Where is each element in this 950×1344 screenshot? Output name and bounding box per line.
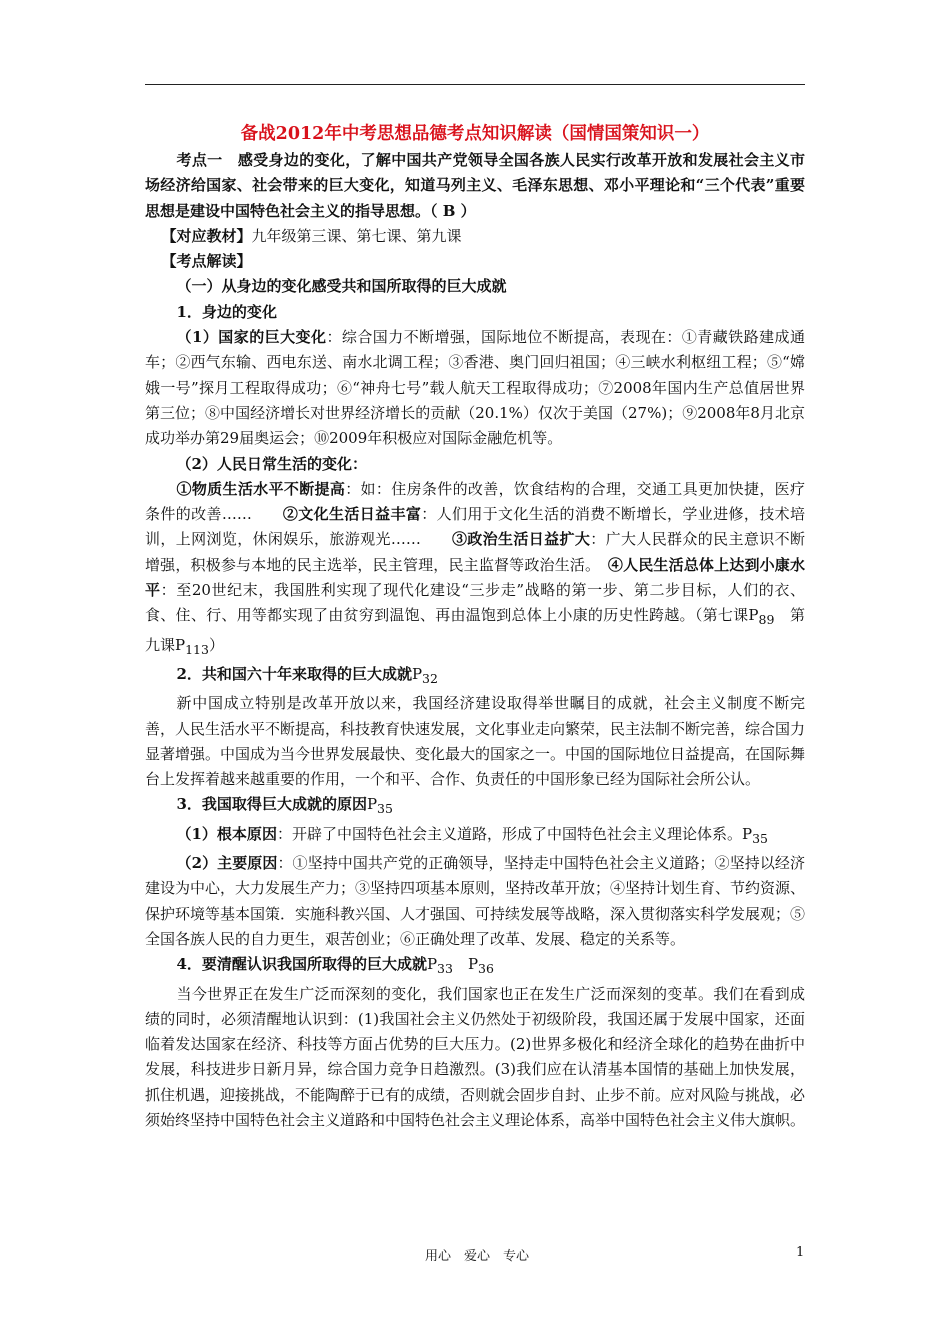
sober-view-ref2-page: 36 (478, 961, 494, 977)
paragraph-sixty-years: 新中国成立特别是改革开放以来，我国经济建设取得举世瞩目的成就，社会主义制度不断完善，人民生活水平不断提高，科技教育快速发展，文化事业走向繁荣，民主法制不断完善，综合国力显著增强。中国成为当今世界发展最快、变化最大的国家之一。中国的国际地位日益提高，在国际舞台上发挥着越来越重要的作用，一个和平、合作、负责任的中国形象已经为国际社会所公认。 (145, 694, 806, 789)
sober-view-title: 4．要清醒认识我国所取得的巨大成就 (176, 955, 427, 974)
political-life-text: ：广大人民群众的民主意识不断增强，积极参与本地的民主选举，民主管理，民主监督等政治生活。 (145, 530, 805, 574)
political-life-lead: ③政治生活日益扩大 (451, 530, 591, 549)
country-changes-text: ：综合国力不断增强，国际地位不断提高，表现在：①青藏铁路建成通车；②西气东输、西电东送、南水北调工程；③香港、奥门回归祖国；④三峡水利枢纽工程；⑤“嫦娥一号”探月工程取得成功；⑥“神舟七号”载人航天工程取得成功；⑦2008年国内生产总值居世界第三位；⑧中国经济增长对世界经济增长的贡献（20.1%）仅次于美国（27%)；⑨2008年8月北京成功举办第29届奥运会；⑩2009年积极应对国际金融危机等。 (145, 328, 805, 448)
xiaokang-text: ：至20世纪末，我国胜利实现了现代化建设“三步走”战略的第一步、第二步目标，人们的衣、食、住、行、用等都实现了由贫穷到温饱、再由温饱到总体上小康的历史性跨越。（第七课P (145, 581, 805, 625)
sixty-years-ref-page: 32 (422, 670, 438, 686)
country-changes-lead: （1）国家的巨大变化 (176, 328, 327, 347)
paragraph-daily-life (145, 477, 805, 662)
heading-reasons (145, 792, 805, 821)
main-causes-text: ：①坚持中国共产党的正确领导，坚持走中国特色社会主义道路；②坚持以经济建设为中心，大力发展生产力；③坚持四项基本原则，坚持改革开放；④坚持计划生育、节约资源、保护环境等基本国策．实施科教兴国、人才强国、可持续发展等战略，深入贯彻落实科学发展观；⑤全国各族人民的自力更生，艰苦创业；⑥正确处理了改革、发展、稳定的关系等。 (145, 854, 806, 948)
xiaokang-lead: ④人民生活总体上达到小康水平 (145, 555, 805, 600)
sixty-years-ref: P (411, 664, 423, 683)
material-life-lead: ①物质生活水平不断提高 (176, 479, 346, 498)
cultural-life-text: ：人们用于文化生活的消费不断增长，学业进修，技术培训，上网浏览，休闲娱乐，旅游观光…… (145, 505, 805, 549)
root-cause-lead: （1）根本原因 (176, 824, 277, 843)
kaodian-text: 考点一 感受身边的变化，了解中国共产党领导全国各族人民实行改革开放和发展社会主义市场经济给国家、社会带来的巨大变化，知道马列主义、毛泽东思想、邓小平理论和“三个代表”重要思想是建设中国特色社会主义的指导思想。（ B ） (145, 151, 805, 220)
paragraph-country-changes (145, 325, 805, 451)
header-rule (145, 84, 805, 85)
reasons-ref-page: 35 (377, 801, 393, 817)
heading-changes: 1．身边的变化 (176, 302, 277, 321)
root-cause-ref-page: 35 (752, 830, 768, 846)
footer-motto: 用心 爱心 专心 (425, 1249, 530, 1264)
reasons-ref: P (366, 795, 378, 814)
kaodian-paragraph (145, 148, 805, 224)
page-ref-113: 113 (185, 641, 209, 657)
sober-view-ref2: P (452, 955, 479, 974)
xiaokang-ref-mid: 第九课P (145, 606, 805, 654)
document-title: 备战2012年中考思想品德考点知识解读（国情国策知识一） (240, 124, 710, 144)
textbook-label: 【对应教材】 (161, 226, 252, 245)
reasons-title: 3．我国取得巨大成就的原因 (176, 795, 367, 814)
heading-daily-life: （2）人民日常生活的变化： (176, 454, 367, 473)
sixty-years-title: 2．共和国六十年来取得的巨大成就 (176, 664, 412, 683)
sober-view-ref1: P (426, 955, 438, 974)
xiaokang-ref-end: ） (208, 635, 224, 654)
root-cause-text: ：开辟了中国特色社会主义道路，形成了中国特色社会主义理论体系。P (276, 824, 753, 843)
paragraph-main-causes (145, 851, 805, 952)
textbook-value: 九年级第三课、第七课、第九课 (251, 226, 462, 245)
page-ref-89: 89 (758, 612, 775, 628)
heading-sixty-years (145, 662, 805, 691)
paragraph-root-cause (145, 822, 805, 851)
paragraph-sober-view: 当今世界正在发生广泛而深刻的变化，我们国家也正在发生广泛而深刻的变革。我们在看到成绩的同时，必须清醒地认识到：(1)我国社会主义仍然处于初级阶段，我国还属于发展中国家，还面临着发达国家在经济、科技等方面占优势的巨大压力。(2)世界多极化和经济全球化的趋势在曲折中发展，科技进步日新月异，综合国力竞争日趋激烈。(3)我们应在认清基本国情的基础上加快发展，抓住机遇，迎接挑战，不能陶醉于已有的成绩，否则就会固步自封、止步不前。应对风险与挑战，必须始终坚持中国特色社会主义道路和中国特色社会主义理论体系，高举中国特色社会主义伟大旗帜。 (145, 984, 806, 1129)
textbook-line (145, 224, 805, 249)
section-heading-1: （一）从身边的变化感受共和国所取得的巨大成就 (176, 277, 507, 296)
heading-sober-view (145, 952, 805, 981)
main-causes-lead: （2）主要原因 (176, 854, 278, 873)
document-body (145, 120, 805, 1133)
material-life-text: ：如：住房条件的改善，饮食结构的合理，交通工具更加快捷，医疗条件的改善…… (145, 479, 805, 524)
sober-view-ref1-page: 33 (437, 961, 453, 977)
page-number: 1 (796, 1245, 805, 1260)
cultural-life-lead: ②文化生活日益丰富 (282, 505, 422, 524)
jiedu-label: 【考点解读】 (161, 252, 252, 271)
